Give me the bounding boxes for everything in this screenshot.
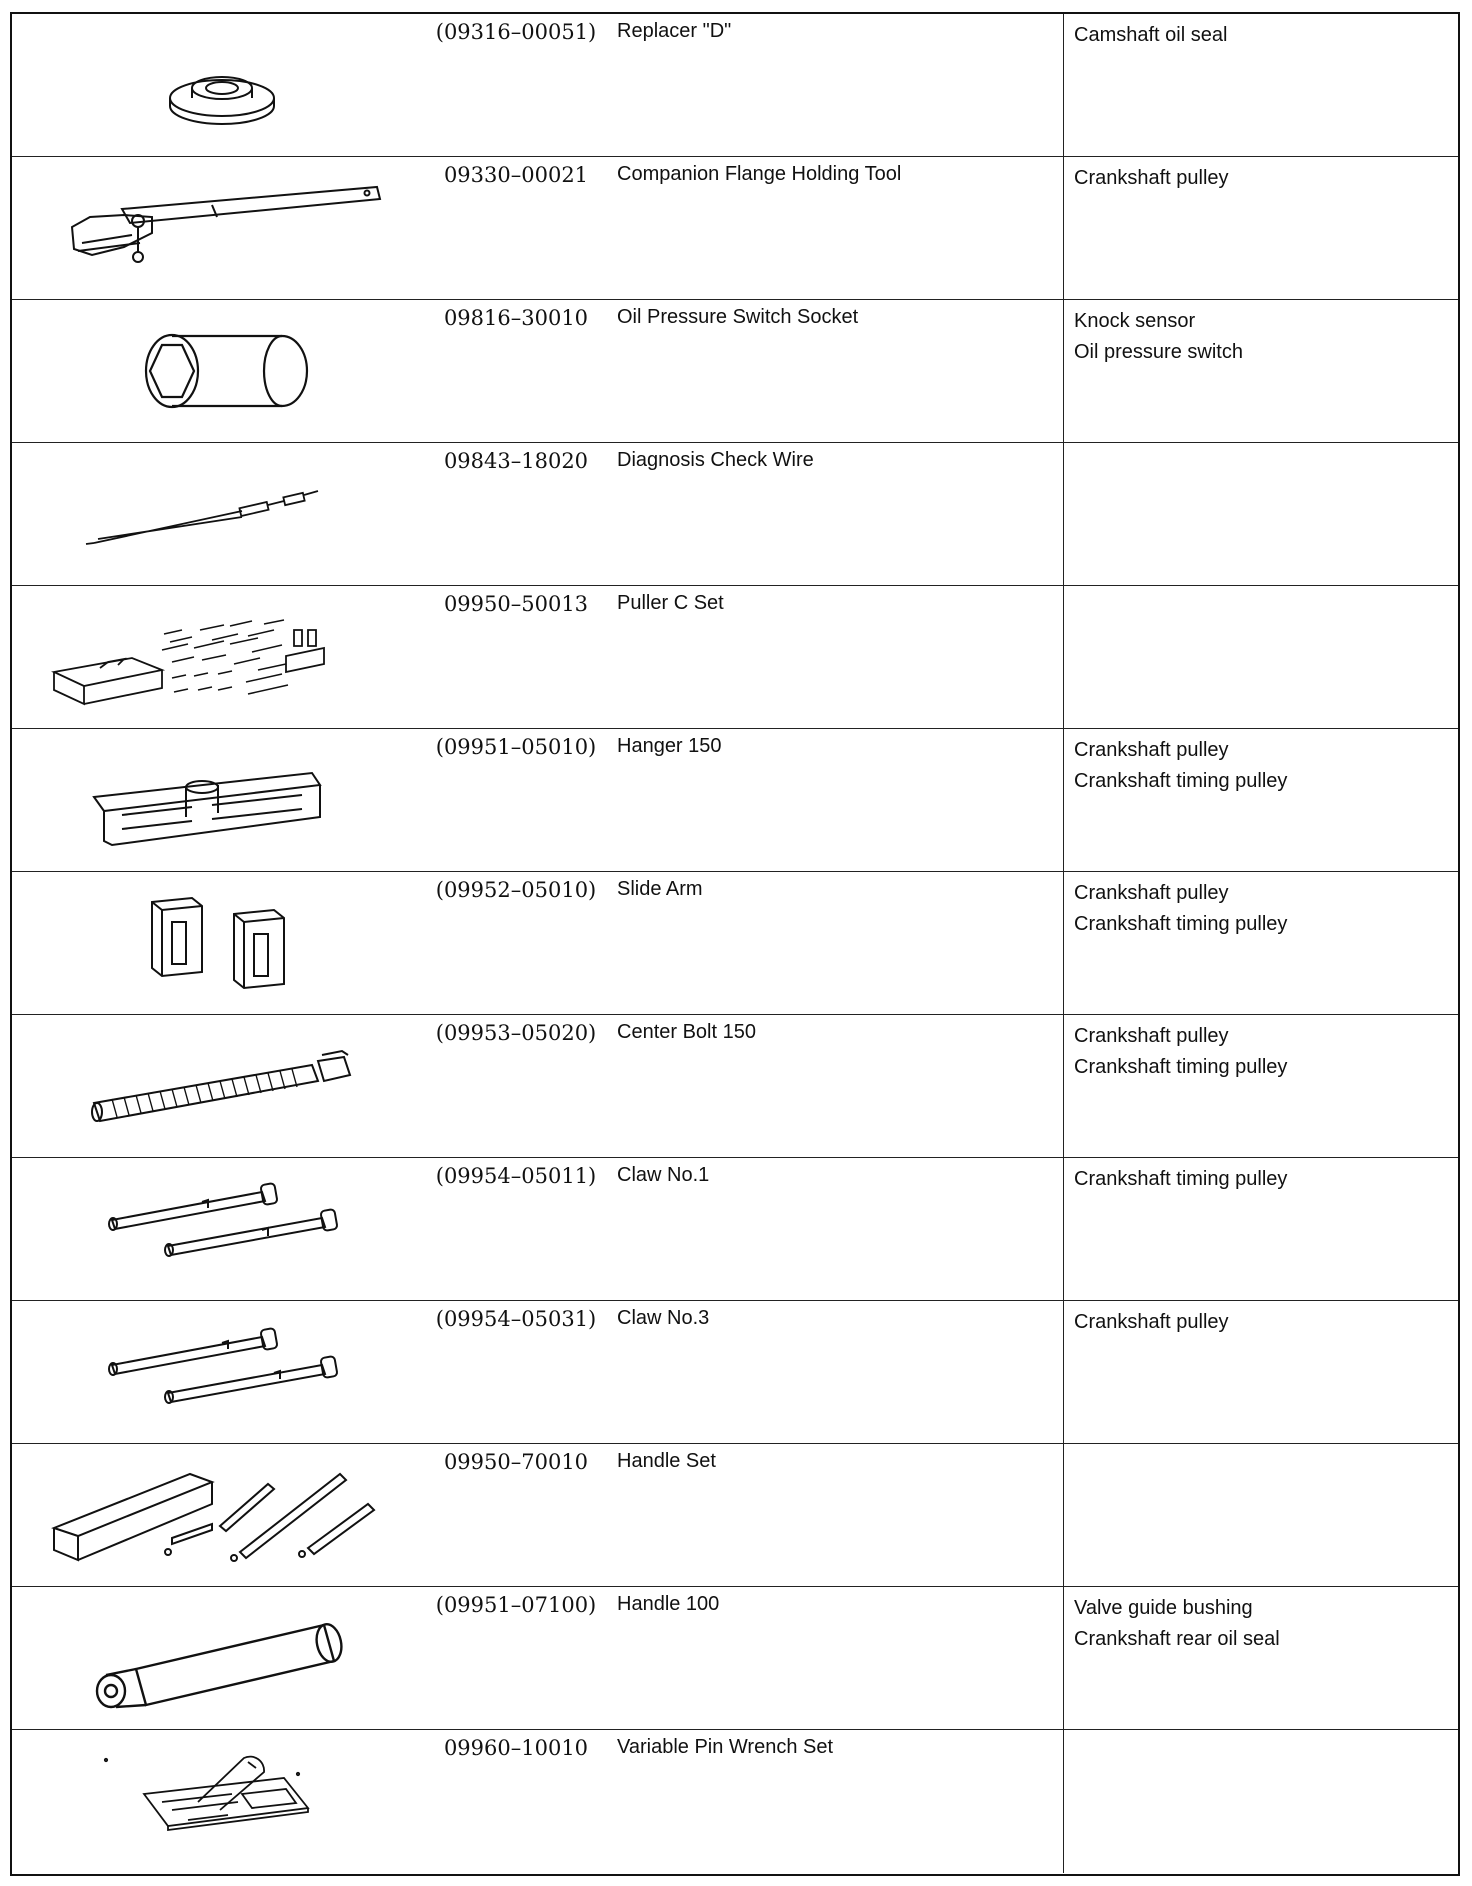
tool-illustration-cell: [12, 300, 426, 442]
tool-name-cell: [606, 1158, 1063, 1300]
claw-icon: [12, 1158, 426, 1301]
part-number: (09951–05010): [435, 735, 597, 759]
part-number: 09950–70010: [443, 1450, 589, 1474]
tool-name: Replacer "D": [617, 20, 732, 42]
part-number: (09954–05011): [435, 1164, 597, 1188]
part-number-cell: [426, 300, 606, 442]
handle-set-icon: [12, 1444, 426, 1587]
part-number-cell: [426, 1587, 606, 1729]
tool-row: [12, 1587, 1458, 1730]
tool-name-cell: [606, 14, 1063, 156]
handle-icon: [12, 1587, 426, 1730]
tool-illustration-cell: [12, 1730, 426, 1873]
tool-row: [12, 1301, 1458, 1444]
slide-arm-icon: [12, 872, 426, 1015]
part-number-cell: [426, 14, 606, 156]
tool-name: Center Bolt 150: [617, 1021, 756, 1043]
part-number-cell: [426, 443, 606, 585]
usage-item: Crankshaft pulley: [1074, 882, 1229, 904]
tool-name: Diagnosis Check Wire: [617, 449, 814, 471]
tool-name: Claw No.1: [617, 1164, 710, 1186]
part-number-cell: [426, 872, 606, 1014]
part-number-cell: [426, 729, 606, 871]
usage-item: Crankshaft timing pulley: [1074, 770, 1288, 792]
hanger-icon: [12, 729, 426, 872]
check-wire-icon: [12, 443, 426, 586]
tool-row: [12, 586, 1458, 729]
part-number-cell: [426, 586, 606, 728]
tool-name-cell: [606, 872, 1063, 1014]
tool-illustration-cell: [12, 157, 426, 299]
socket-icon: [12, 300, 426, 443]
tool-name: Handle Set: [617, 1450, 716, 1472]
tool-name: Variable Pin Wrench Set: [617, 1736, 834, 1758]
tool-name: Handle 100: [617, 1593, 720, 1615]
replacer-d-icon: [12, 14, 426, 157]
puller-set-icon: [12, 586, 426, 729]
tool-name-cell: [606, 586, 1063, 728]
usage-item: Oil pressure switch: [1074, 341, 1243, 363]
part-number-cell: [426, 1444, 606, 1586]
tool-name-cell: [606, 1587, 1063, 1729]
usage-item: Crankshaft pulley: [1074, 1311, 1229, 1333]
tool-row: [12, 1015, 1458, 1158]
usage-cell: [1063, 1158, 1458, 1300]
part-number-cell: [426, 157, 606, 299]
part-number: 09843–18020: [443, 449, 589, 473]
usage-item: Crankshaft pulley: [1074, 739, 1229, 761]
center-bolt-icon: [12, 1015, 426, 1158]
part-number: (09954–05031): [435, 1307, 597, 1331]
tool-name-cell: [606, 1444, 1063, 1586]
usage-cell: [1063, 300, 1458, 442]
usage-item: Crankshaft timing pulley: [1074, 1056, 1288, 1078]
usage-cell: [1063, 1301, 1458, 1443]
tool-illustration-cell: [12, 443, 426, 585]
pin-wrench-set-icon: [12, 1730, 426, 1873]
tool-name-cell: [606, 729, 1063, 871]
tool-name-cell: [606, 1730, 1063, 1873]
tool-row: [12, 443, 1458, 586]
tool-row: [12, 14, 1458, 157]
tool-illustration-cell: [12, 1587, 426, 1729]
tool-illustration-cell: [12, 872, 426, 1014]
tool-name: Slide Arm: [617, 878, 703, 900]
tool-name: Puller C Set: [617, 592, 724, 614]
tool-name-cell: [606, 443, 1063, 585]
flange-holding-tool-icon: [12, 157, 426, 300]
tool-illustration-cell: [12, 1158, 426, 1300]
usage-cell: [1063, 872, 1458, 1014]
tool-row: [12, 157, 1458, 300]
tool-name-cell: [606, 1301, 1063, 1443]
tool-row: [12, 300, 1458, 443]
usage-cell: [1063, 1730, 1458, 1873]
part-number-cell: [426, 1301, 606, 1443]
usage-cell: [1063, 586, 1458, 728]
tool-row: [12, 729, 1458, 872]
part-number-cell: [426, 1158, 606, 1300]
usage-item: Camshaft oil seal: [1074, 24, 1228, 46]
part-number: 09950–50013: [443, 592, 589, 616]
part-number-cell: [426, 1730, 606, 1873]
part-number: 09960–10010: [443, 1736, 589, 1760]
usage-cell: [1063, 1015, 1458, 1157]
usage-item: Crankshaft rear oil seal: [1074, 1628, 1280, 1650]
tool-name: Companion Flange Holding Tool: [617, 163, 902, 185]
part-number: (09951–07100): [435, 1593, 597, 1617]
tool-illustration-cell: [12, 1015, 426, 1157]
tool-row: [12, 1730, 1458, 1873]
tool-illustration-cell: [12, 586, 426, 728]
part-number: (09316–00051): [435, 20, 597, 44]
tool-name-cell: [606, 157, 1063, 299]
tool-illustration-cell: [12, 1444, 426, 1586]
usage-item: Knock sensor: [1074, 310, 1196, 332]
usage-cell: [1063, 729, 1458, 871]
tool-row: [12, 872, 1458, 1015]
tool-illustration-cell: [12, 729, 426, 871]
tool-illustration-cell: [12, 14, 426, 156]
claw-icon: [12, 1301, 426, 1444]
usage-item: Valve guide bushing: [1074, 1597, 1253, 1619]
tool-name: Hanger 150: [617, 735, 722, 757]
usage-cell: [1063, 157, 1458, 299]
tool-row: [12, 1444, 1458, 1587]
usage-cell: [1063, 1587, 1458, 1729]
tool-name: Claw No.3: [617, 1307, 710, 1329]
usage-item: Crankshaft timing pulley: [1074, 1168, 1288, 1190]
tool-name-cell: [606, 300, 1063, 442]
part-number: (09953–05020): [435, 1021, 597, 1045]
part-number-cell: [426, 1015, 606, 1157]
usage-cell: [1063, 443, 1458, 585]
part-number: 09816–30010: [443, 306, 589, 330]
usage-cell: [1063, 1444, 1458, 1586]
tool-row: [12, 1158, 1458, 1301]
special-tools-table: [10, 12, 1460, 1876]
usage-item: Crankshaft pulley: [1074, 167, 1229, 189]
part-number: 09330–00021: [443, 163, 589, 187]
usage-item: Crankshaft pulley: [1074, 1025, 1229, 1047]
usage-item: Crankshaft timing pulley: [1074, 913, 1288, 935]
tool-name: Oil Pressure Switch Socket: [617, 306, 859, 328]
usage-cell: [1063, 14, 1458, 156]
part-number: (09952–05010): [435, 878, 597, 902]
tool-illustration-cell: [12, 1301, 426, 1443]
tool-name-cell: [606, 1015, 1063, 1157]
